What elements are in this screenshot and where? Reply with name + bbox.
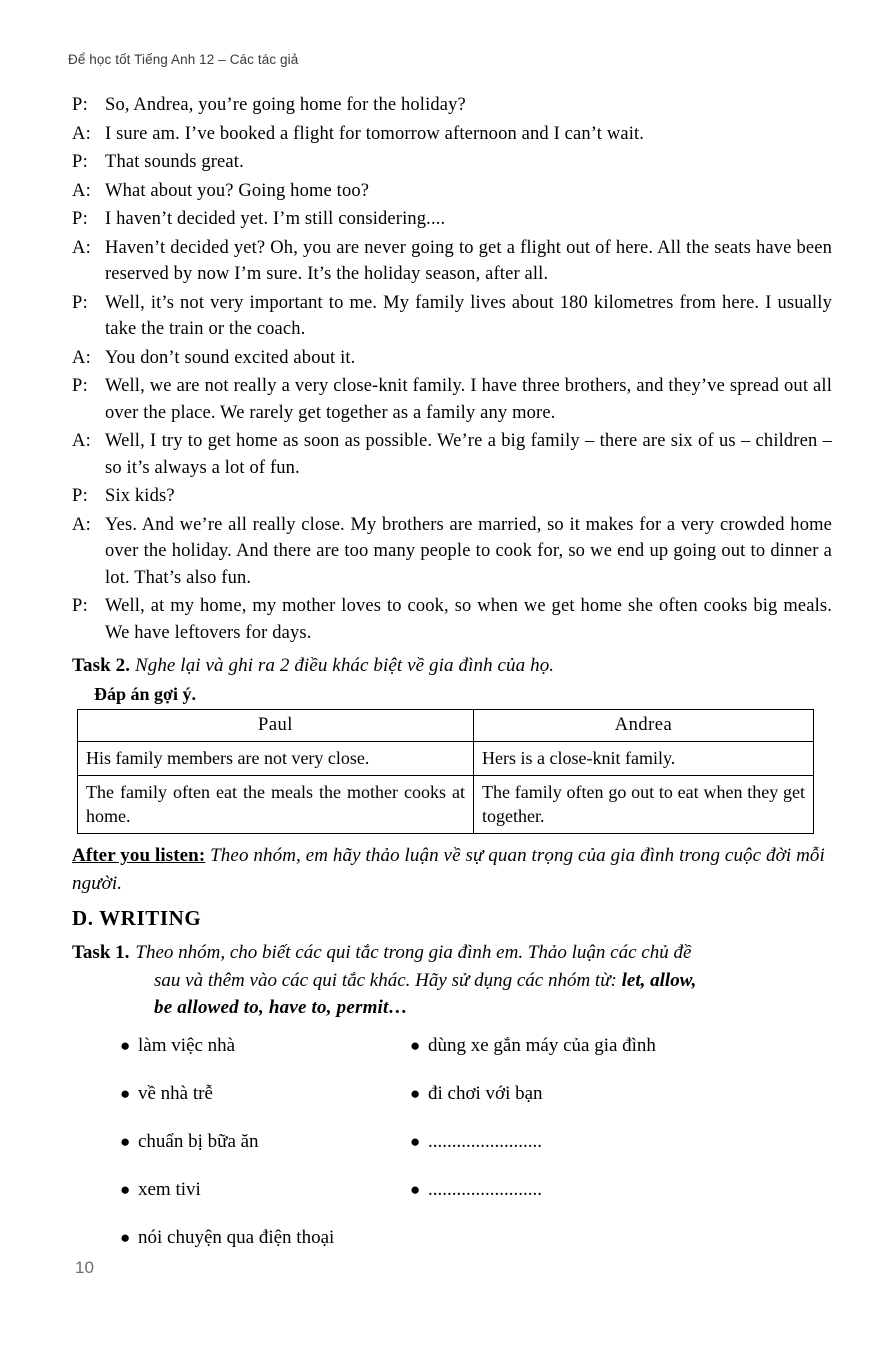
list-item-label: xem tivi: [138, 1178, 201, 1200]
dialogue-speaker: A:: [72, 180, 92, 201]
list-item: [120, 1034, 402, 1058]
list-item: [410, 1034, 802, 1058]
dialogue-line: [72, 92, 832, 119]
dialogue-line: [72, 428, 832, 481]
writing-task1-first-line: [72, 939, 832, 967]
dialogue-text: Yes. And we’re all really close. My brothers are married, so it makes for a very crowded home over the holiday. And there are too many people to cook for, so we end up going out to dinner a lot. That’s also fun.: [105, 514, 832, 588]
dialogue-speaker: P:: [72, 292, 89, 313]
column-header-paul: Paul: [78, 710, 474, 742]
dialogue-text: I haven’t decided yet. I’m still considering....: [105, 209, 446, 229]
list-item-label: dùng xe gắn máy của gia đình: [428, 1034, 656, 1056]
task1-line2-text: sau và thêm vào các qui tắc khác. Hãy sử dụng các nhóm từ:: [154, 969, 622, 991]
dialogue-line: [72, 483, 832, 510]
table-cell: The family often go out to eat when they get together.: [474, 776, 814, 834]
dialogue-text: Well, it’s not very important to me. My family lives about 180 kilometres from here. I usually take the train or the coach.: [105, 292, 832, 339]
dialogue-speaker: P:: [72, 209, 89, 229]
listening-dialogue: [72, 92, 832, 646]
page-content: [72, 92, 832, 1274]
list-item: [410, 1178, 802, 1202]
dialogue-speaker: A:: [72, 431, 92, 451]
page-header: Để học tốt Tiếng Anh 12 – Các tác giả: [68, 52, 299, 67]
bullets-column-left: [72, 1034, 402, 1274]
bullet-icon: ●: [410, 1035, 421, 1055]
dialogue-speaker: P:: [72, 376, 89, 396]
table-row: [78, 742, 814, 776]
list-item-label: ........................: [428, 1178, 542, 1200]
dialogue-line: [72, 206, 832, 233]
after-you-listen-label: After you listen:: [72, 845, 206, 866]
dialogue-text: I sure am. I’ve booked a flight for tomorrow afternoon and I can’t wait.: [105, 123, 645, 144]
answers-table: [77, 709, 814, 834]
dialogue-line: [72, 345, 832, 372]
list-item-label: về nhà trễ: [138, 1082, 213, 1104]
task2-instruction: Nghe lại và ghi ra 2 điều khác biệt về gia đình của họ.: [134, 655, 555, 676]
dialogue-speaker: P:: [72, 486, 89, 506]
list-item: [120, 1226, 402, 1250]
list-item: [120, 1178, 402, 1202]
table-row: [78, 776, 814, 834]
dialogue-text: Haven’t decided yet? Oh, you are never going to get a flight out of here. All the seats have been reserved by now I’m sure. It’s the holiday season, after all.: [105, 237, 832, 284]
dialogue-line: [72, 373, 832, 426]
dialogue-line: [72, 235, 832, 288]
bullet-icon: ●: [120, 1227, 131, 1247]
dialogue-line: [72, 149, 832, 176]
bullet-icon: ●: [120, 1131, 131, 1151]
table-cell: His family members are not very close.: [78, 742, 474, 776]
dialogue-speaker: A:: [72, 347, 92, 368]
writing-topic-bullets: [72, 1034, 832, 1274]
bullet-icon: ●: [410, 1131, 421, 1151]
dialogue-speaker: A:: [72, 123, 92, 144]
dialogue-speaker: P:: [72, 596, 89, 616]
dialogue-line: [72, 178, 832, 205]
dialogue-text: What about you? Going home too?: [105, 180, 370, 201]
bullet-icon: ●: [410, 1179, 421, 1199]
task1-line2-bold: let, allow,: [621, 969, 697, 991]
after-you-listen-block: [72, 842, 832, 897]
list-item-label: nói chuyện qua điện thoại: [138, 1226, 335, 1248]
dialogue-speaker: P:: [72, 152, 89, 172]
column-header-andrea: Andrea: [474, 710, 814, 742]
after-you-listen-text: Theo nhóm, em hãy thảo luận về sự quan trọng của gia đình trong cuộc đời mỗi người.: [72, 845, 825, 894]
task2-heading: [72, 652, 832, 679]
bullet-icon: ●: [120, 1179, 131, 1199]
list-item-label: đi chơi với bạn: [428, 1082, 543, 1104]
bullet-icon: ●: [120, 1035, 131, 1055]
dialogue-text: Well, at my home, my mother loves to cook, so when we get home she often cooks big meals. We have leftovers for days.: [105, 596, 832, 643]
task1-label: Task 1.: [72, 942, 130, 963]
dialogue-line: [72, 290, 832, 343]
dialogue-text: Well, we are not really a very close-knit family. I have three brothers, and they’ve spread out all over the place. We rarely get together as a family any more.: [105, 376, 832, 423]
dialogue-text: Six kids?: [105, 486, 175, 506]
list-item: [410, 1130, 802, 1154]
answer-key-label: Đáp án gợi ý.: [94, 684, 196, 704]
list-item-label: làm việc nhà: [138, 1034, 236, 1056]
task1-instruction-line1: Theo nhóm, cho biết các qui tắc trong gia đình em. Thảo luận các chủ đề: [135, 942, 692, 963]
table-header-row: [78, 710, 814, 742]
list-item: [410, 1082, 802, 1106]
bullet-icon: ●: [410, 1083, 421, 1103]
list-item-label: chuẩn bị bữa ăn: [138, 1130, 259, 1152]
section-title-writing: D. WRITING: [72, 906, 202, 930]
dialogue-text: You don’t sound excited about it.: [105, 347, 356, 368]
page-number: 10: [75, 1258, 94, 1277]
list-item: [120, 1082, 402, 1106]
bullet-icon: ●: [120, 1083, 131, 1103]
writing-task1-block: [72, 939, 832, 1022]
dialogue-line: [72, 512, 832, 592]
dialogue-line: [72, 593, 832, 646]
dialogue-speaker: P:: [72, 95, 89, 115]
table-cell: Hers is a close-knit family.: [474, 742, 814, 776]
task1-instruction-line2: [154, 967, 832, 995]
dialogue-speaker: A:: [72, 514, 92, 535]
bullets-column-right: [402, 1034, 802, 1274]
dialogue-text: So, Andrea, you’re going home for the holiday?: [105, 95, 466, 115]
dialogue-speaker: A:: [72, 237, 92, 258]
task2-label: Task 2.: [72, 655, 131, 676]
dialogue-text: Well, I try to get home as soon as possible. We’re a big family – there are six of us – children – so it’s always a lot of fun.: [105, 431, 832, 478]
task1-instruction-line3: be allowed to, have to, permit…: [154, 997, 408, 1018]
dialogue-line: [72, 121, 832, 148]
list-item-label: ........................: [428, 1130, 542, 1152]
dialogue-text: That sounds great.: [105, 152, 244, 172]
list-item: [120, 1130, 402, 1154]
table-cell: The family often eat the meals the mother cooks at home.: [78, 776, 474, 834]
